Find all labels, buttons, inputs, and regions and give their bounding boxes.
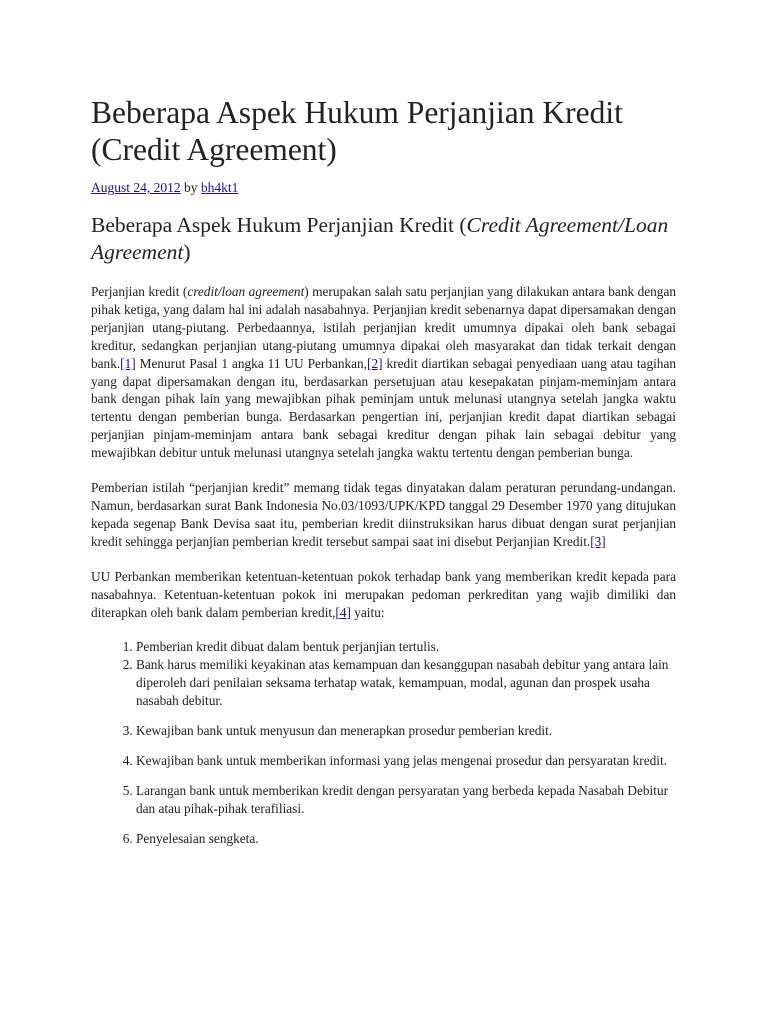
list-item: 1. Pemberian kredit dibuat dalam bentuk perjanjian tertulis.: [136, 638, 676, 656]
subtitle-italic: Credit Agreement/Loan Agreement: [91, 213, 669, 264]
p1-text-a: Perjanjian kredit (: [91, 284, 188, 299]
page-title: Beberapa Aspek Hukum Perjanjian Kredit (Credit Agreement): [91, 95, 623, 167]
list-item: 6. Penyelesaian sengketa.: [136, 830, 676, 848]
paragraph-2: [91, 479, 676, 551]
footnote-link-1[interactable]: [1]: [120, 355, 136, 371]
list-item: 2. Bank harus memiliki keyakinan atas kemampuan dan kesanggupan nasabah debitur yang antara lain diperoleh dari penilaian seksama terhatap watak, kemampuan, modal, agunan dan prospek usaha nasabah debitur.: [136, 656, 676, 710]
p1-italic: credit/loan agreement: [187, 284, 305, 299]
subtitle-suffix: ): [183, 240, 191, 264]
footnote-link-2[interactable]: [2]: [367, 355, 383, 371]
list-item: 5. Larangan bank untuk memberikan kredit dengan persyaratan yang berbeda kepada Nasabah Debitur dan atau pihak-pihak terafiliasi.: [136, 782, 676, 818]
p3-text-b: yaitu:: [350, 604, 385, 620]
paragraph-3: [91, 568, 676, 622]
list-item: 4. Kewajiban bank untuk memberikan informasi yang jelas mengenai prosedur dan persyaratan kredit.: [136, 752, 676, 770]
author-link[interactable]: bh4kt1: [200, 180, 239, 195]
paragraph-1: [91, 283, 676, 462]
post-date-link[interactable]: August 24, 2012: [91, 180, 181, 195]
footnote-link-3[interactable]: [3]: [590, 533, 606, 549]
p1-text-b: ) merupakan salah satu perjanjian yang dilakukan antara bank dengan pihak ketiga, yang dalam hal ini adalah nasabahnya. Perjanjian kredit sebenarnya dapat dipersamakan dengan perjanjian utang-piutang. Perbedaannya, istilah perjanjian kredit umumnya dipakai oleh bank sebagai kreditur, sedangkan perjanjian utang-piutang umumnya dipakai oleh masyarakat dan tidak terkait dengan bank.: [91, 284, 676, 371]
footnote-link-4[interactable]: [4]: [335, 604, 351, 620]
subtitle-prefix: Beberapa Aspek Hukum Perjanjian Kredit (: [91, 213, 467, 237]
p1-text-c: Menurut Pasal 1 angka 11 UU Perbankan,: [135, 355, 368, 371]
post-meta: [91, 179, 676, 197]
provisions-list: [91, 638, 676, 847]
p1-text-d: kredit diartikan sebagai penyediaan uang atau tagihan yang dapat dipersamakan dengan itu, berdasarkan persetujuan atau kesepakatan pinjam-meminjam antara bank dengan pihak lain yang mewajibkan pihak peminjam untuk melunasi utangnya setelah jangka waktu tertentu dengan pemberian bunga. Berdasarkan pengertian ini, perjanjian kredit dapat diartikan sebagai perjanjian pinjam-meminjam antara bank sebagai kreditur dengan pihak lain sebagai debitur yang mewajibkan debitur untuk melunasi utangnya setelah jangka waktu tertentu dengan pemberian bunga.: [91, 355, 676, 461]
list-item: 3. Kewajiban bank untuk menyusun dan menerapkan prosedur pemberian kredit.: [136, 722, 676, 740]
byline-by: by: [184, 180, 201, 195]
p2-text-a: Pemberian istilah “perjanjian kredit” memang tidak tegas dinyatakan dalam peraturan perundang-undangan. Namun, berdasarkan surat Bank Indonesia No.03/1093/UPK/KPD tanggal 29 Desember 1970 yang ditujukan kepada segenap Bank Devisa saat itu, pemberian kredit diinstruksikan harus dibuat dengan surat perjanjian kredit sehingga perjanjian pemberian kredit tersebut sampai saat ini disebut Perjanjian Kredit.: [91, 480, 676, 549]
p3-text-a: UU Perbankan memberikan ketentuan-ketentuan pokok terhadap bank yang memberikan kredit kepada para nasabahnya. Ketentuan-ketentuan pokok ini merupakan pedoman perkreditan yang wajib dimiliki dan diterapkan oleh bank dalam pemberian kredit,: [91, 568, 676, 620]
article-subtitle: [91, 212, 676, 266]
